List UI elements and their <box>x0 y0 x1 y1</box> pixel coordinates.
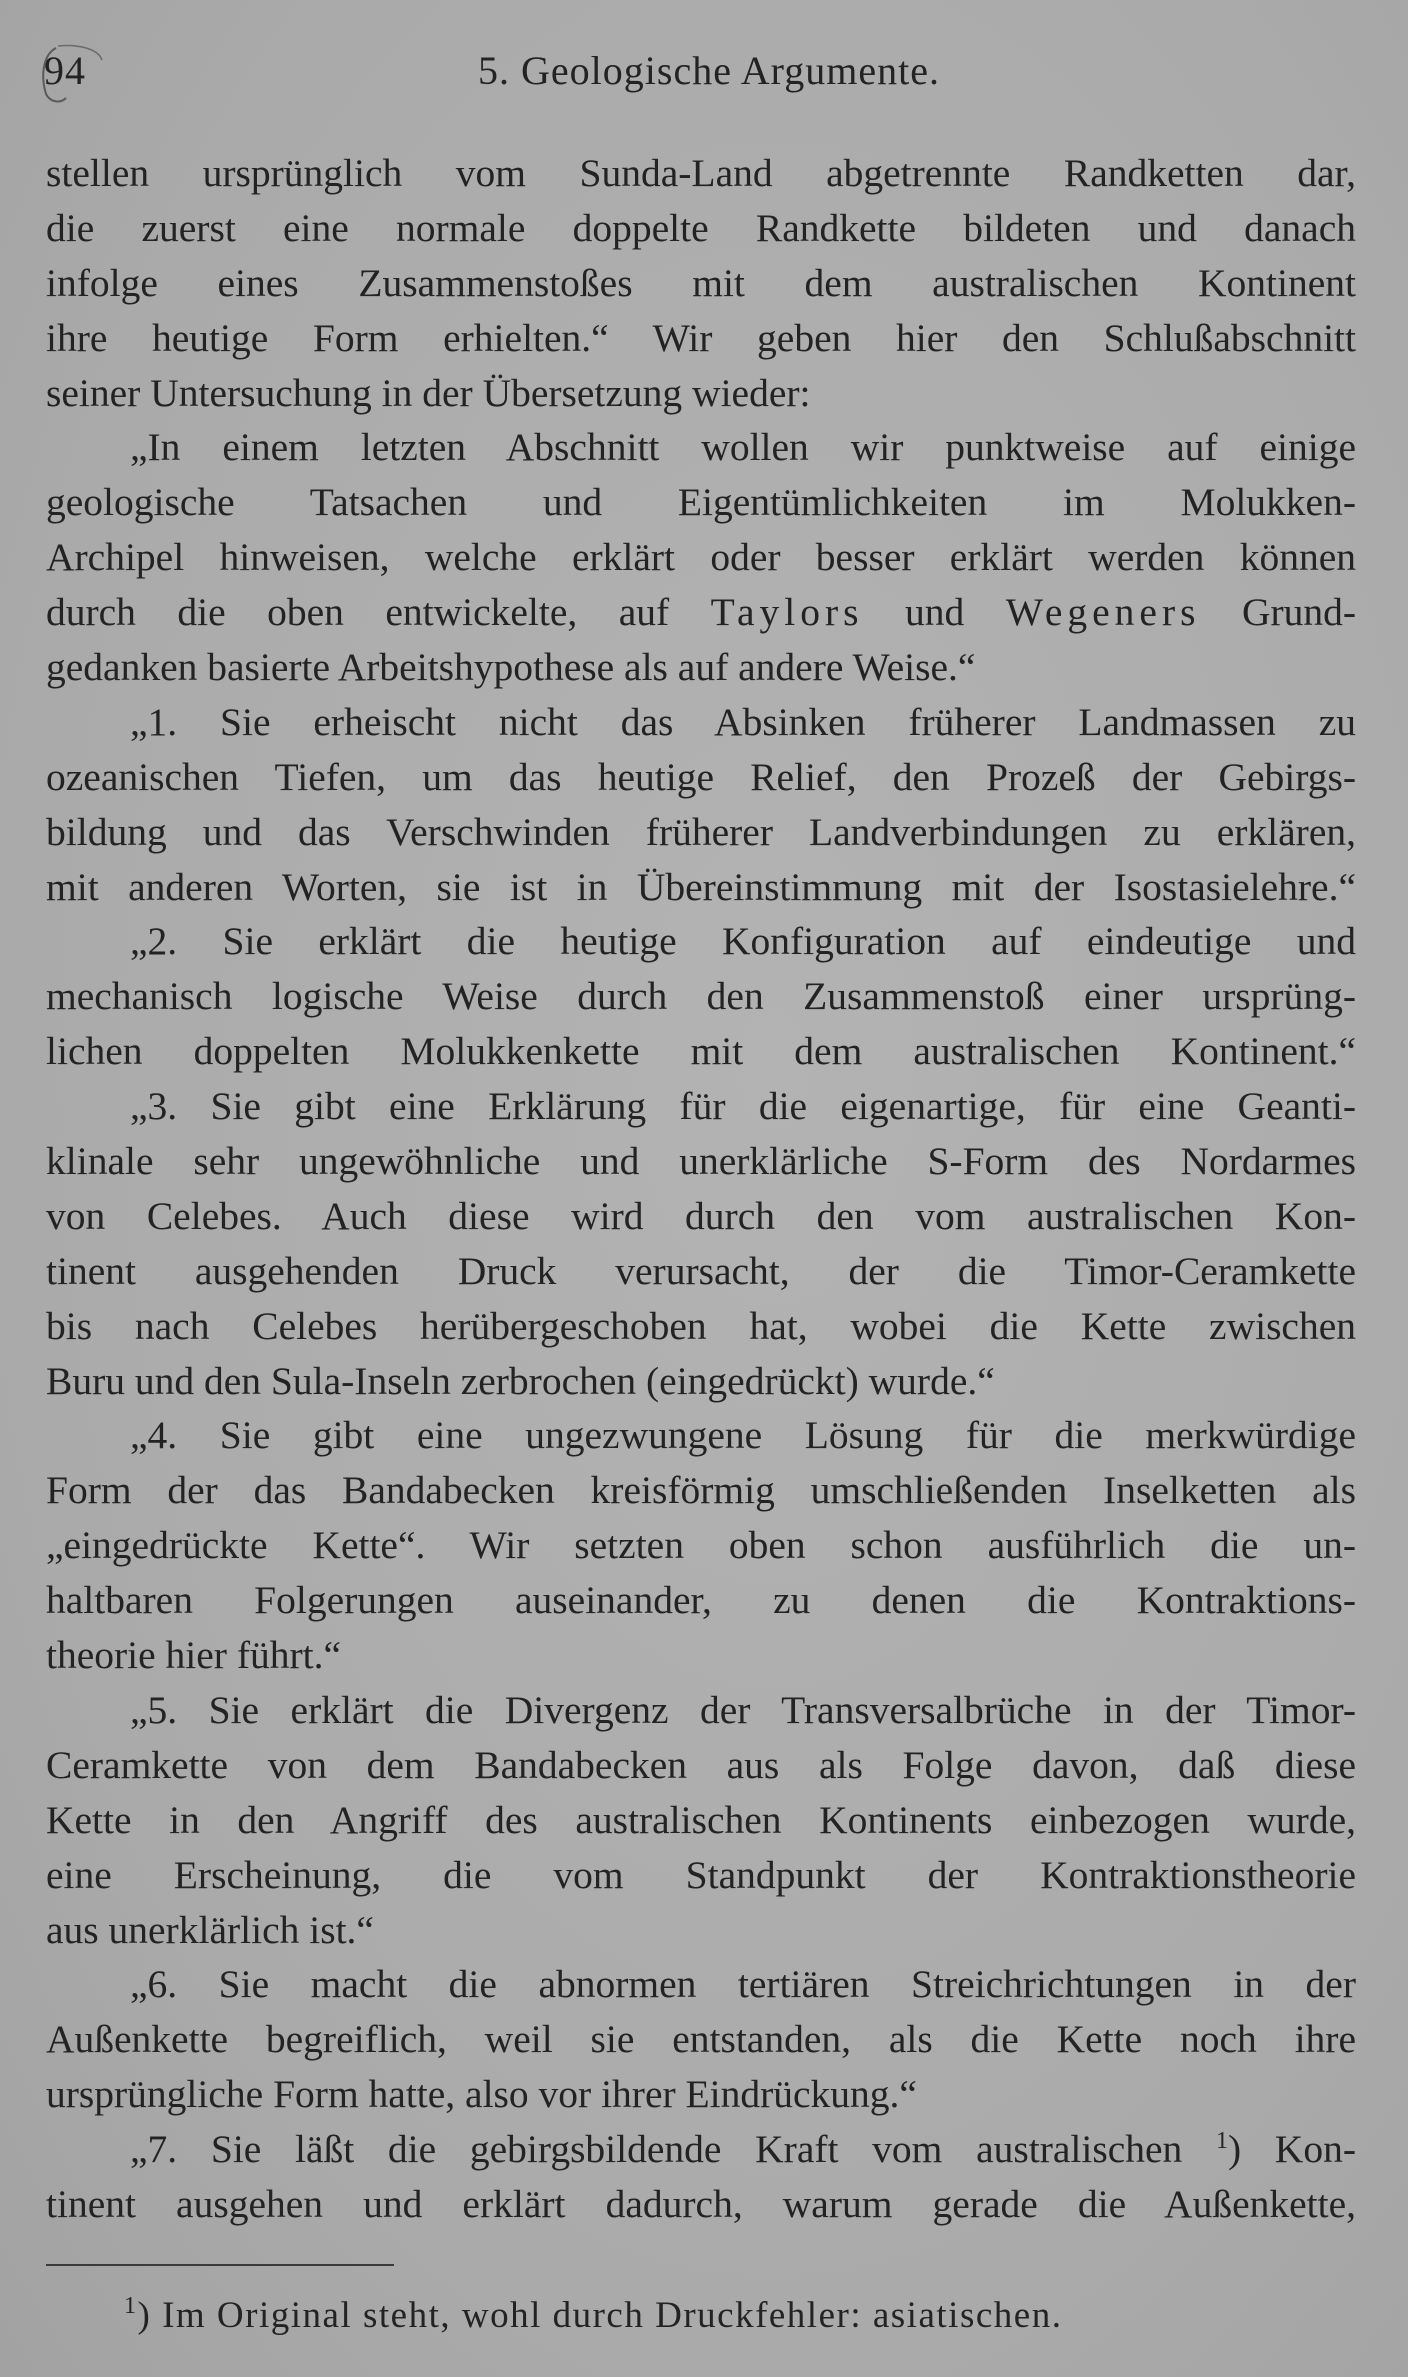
text-line: geologische Tatsachen und Eigentümlichkeiten im Molukken- <box>46 480 1356 525</box>
footnote-text: ) Im Original steht, wohl durch Druckfehler: asiatischen. <box>137 2295 1063 2336</box>
page-header <box>44 46 1354 96</box>
page-number: 94 <box>44 48 86 93</box>
text-line: gedanken basierte Arbeitshypothese als auf andere Weise.“ <box>46 645 976 690</box>
body-text <box>46 146 1356 2232</box>
text-line: Ceramkette von dem Bandabecken aus als Folge davon, daß diese <box>46 1742 1356 1787</box>
text-line: „5. Sie erklärt die Divergenz der Transversalbrüche in der Timor- <box>130 1687 1356 1732</box>
text-line <box>46 585 1356 640</box>
text-line: ursprüngliche Form hatte, also vor ihrer Eindrückung.“ <box>46 2072 917 2117</box>
text-line: „1. Sie erheischt nicht das Absinken früherer Landmassen zu <box>130 699 1356 744</box>
text-line: „6. Sie macht die abnormen tertiären Streichrichtungen in der <box>130 1962 1356 2007</box>
footnote-divider <box>46 2264 394 2266</box>
text-line: stellen ursprünglich vom Sunda-Land abgetrennte Randketten dar, <box>46 151 1356 195</box>
text-line: aus unerklärlich ist.“ <box>46 1907 374 1952</box>
text-line: bis nach Celebes herübergeschoben hat, wobei die Kette zwischen <box>46 1303 1356 1348</box>
footnote-marker: 1 <box>124 2293 138 2319</box>
text-line: Buru und den Sula-Inseln zerbrochen (eingedrückt) wurde.“ <box>46 1358 995 1403</box>
text-line: tinent ausgehenden Druck verursacht, der die Timor-Ceramkette <box>46 1248 1356 1293</box>
text-line: infolge eines Zusammenstoßes mit dem australischen Kontinent <box>46 260 1356 305</box>
author-name-taylor: Taylors <box>710 590 864 635</box>
text-line: lichen doppelten Molukkenkette mit dem australischen Kontinent.“ <box>46 1029 1356 1074</box>
footnote <box>124 2290 1062 2342</box>
text-line: eine Erscheinung, die vom Standpunkt der Kontraktionstheorie <box>46 1852 1356 1897</box>
text-line: Kette in den Angriff des australischen Kontinents einbezogen wurde, <box>46 1797 1356 1842</box>
text-line: „eingedrückte Kette“. Wir setzten oben schon ausführlich die un- <box>46 1523 1356 1568</box>
text-line: haltbaren Folgerungen auseinander, zu denen die Kontraktions- <box>46 1578 1356 1623</box>
text-line: Form der das Bandabecken kreisförmig umschließenden Inselketten als <box>46 1468 1356 1513</box>
text-line: ihre heutige Form erhielten.“ Wir geben hier den Schlußabschnitt <box>46 315 1356 360</box>
text-line: klinale sehr ungewöhnliche und unerklärliche S-Form des Nordarmes <box>46 1139 1356 1184</box>
text-segment: und <box>905 590 965 635</box>
text-line: Außenkette begreiflich, weil sie entstanden, als die Kette noch ihre <box>46 2017 1356 2062</box>
running-head: 5. Geologische Argumente. <box>478 48 940 93</box>
text-line: die zuerst eine normale doppelte Randkette bildeten und danach <box>46 205 1356 250</box>
text-line: „2. Sie erklärt die heutige Konfiguration auf eindeutige und <box>130 919 1356 964</box>
text-segment: ) Kon- <box>1227 2127 1356 2172</box>
text-segment: durch die oben entwickelte, auf <box>46 590 670 635</box>
footnote-reference: 1 <box>1215 2128 1228 2155</box>
author-name-wegener: Wegeners <box>1005 590 1201 635</box>
text-line: bildung und das Verschwinden früherer Landverbindungen zu erklären, <box>46 809 1356 854</box>
text-line <box>46 2122 1356 2177</box>
text-line: mit anderen Worten, sie ist in Übereinstimmung mit der Isostasielehre.“ <box>46 864 1356 909</box>
text-line: „In einem letzten Abschnitt wollen wir punktweise auf einige <box>130 425 1356 470</box>
text-line: theorie hier führt.“ <box>46 1633 342 1678</box>
text-line: von Celebes. Auch diese wird durch den vom australischen Kon- <box>46 1193 1356 1238</box>
text-segment: Grund- <box>1241 590 1357 635</box>
text-line: seiner Untersuchung in der Übersetzung wieder: <box>46 370 811 415</box>
text-line: Archipel hinweisen, welche erklärt oder besser erklärt werden können <box>46 535 1356 580</box>
text-segment: „7. Sie läßt die gebirgsbildende Kraft vom australischen <box>130 2127 1183 2172</box>
text-line: mechanisch logische Weise durch den Zusammenstoß einer ursprüng- <box>46 974 1356 1019</box>
text-line: tinent ausgehen und erklärt dadurch, warum gerade die Außenkette, <box>46 2181 1356 2226</box>
text-line: ozeanischen Tiefen, um das heutige Relief, den Prozeß der Gebirgs- <box>46 754 1356 799</box>
text-line: „4. Sie gibt eine ungezwungene Lösung für die merkwürdige <box>130 1413 1356 1458</box>
text-line: „3. Sie gibt eine Erklärung für die eigenartige, für eine Geanti- <box>130 1084 1356 1129</box>
